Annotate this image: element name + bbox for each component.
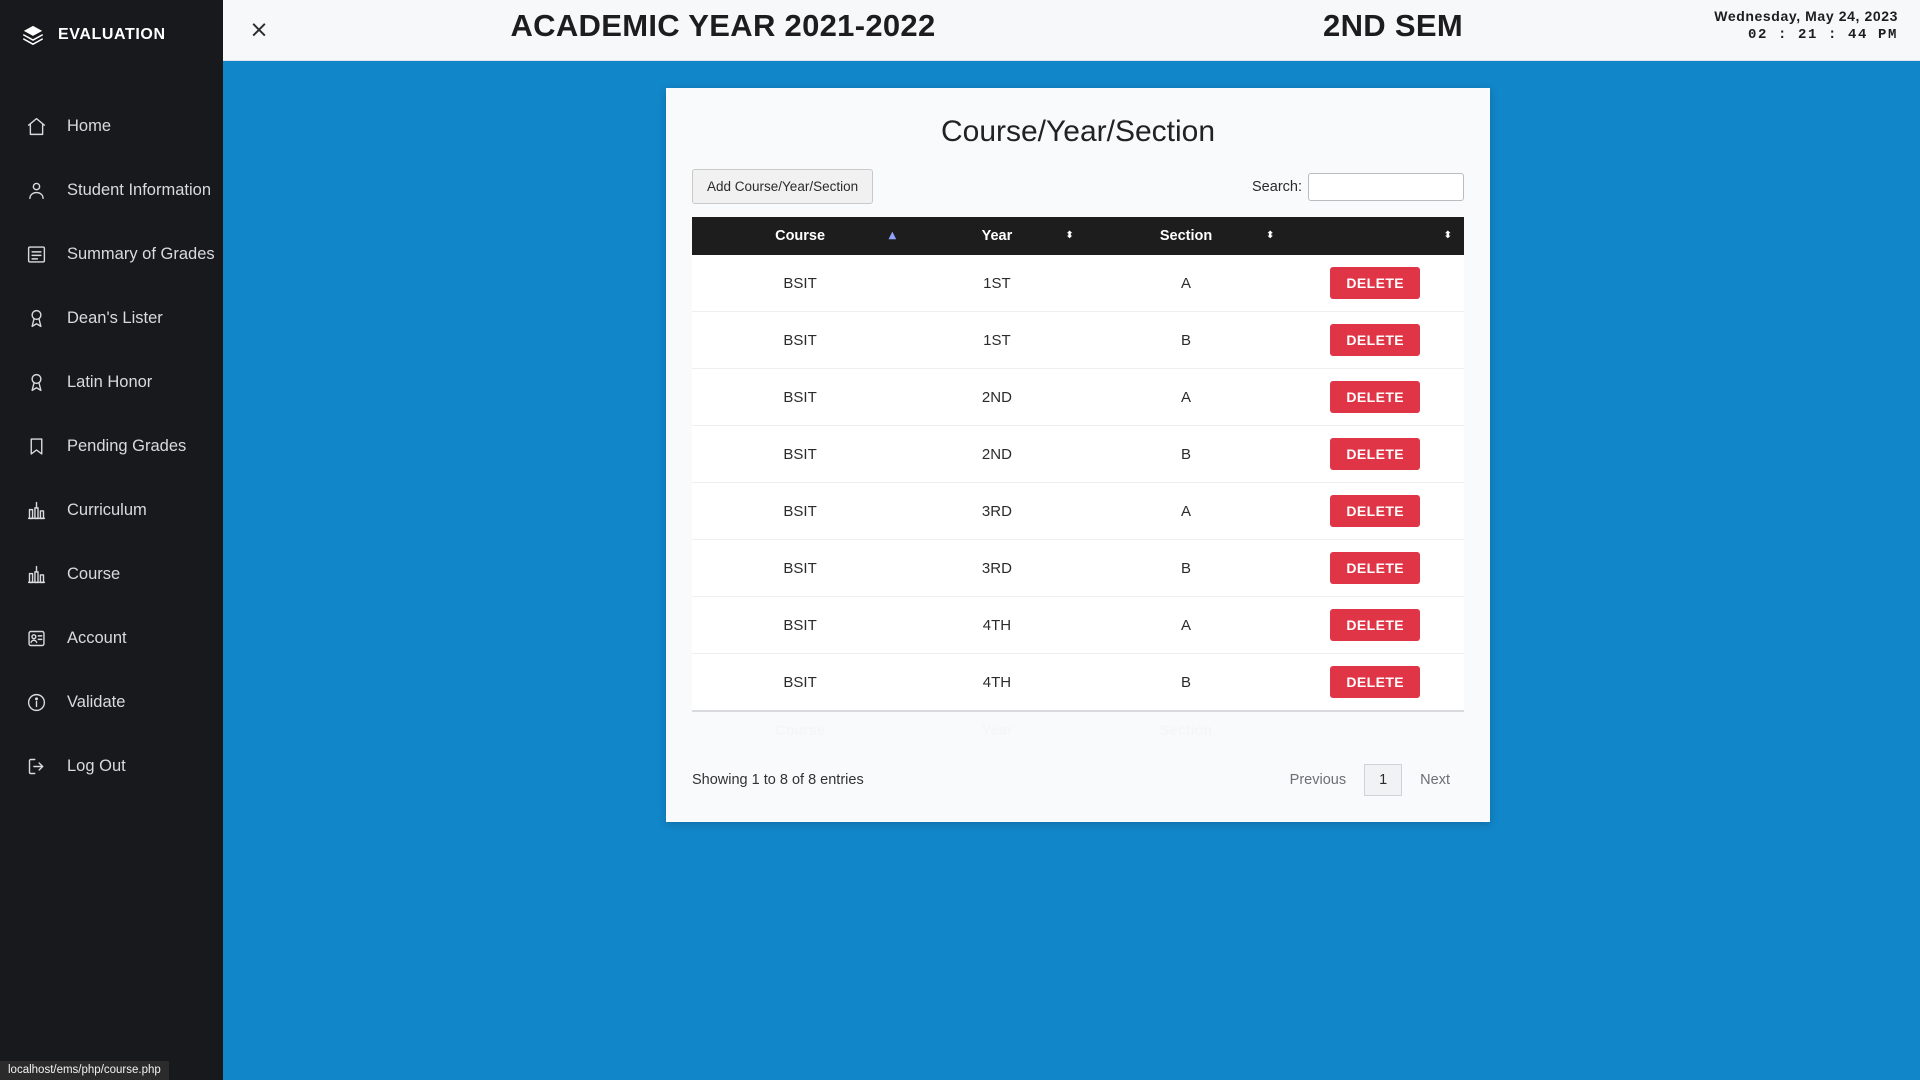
footer-year: Year — [908, 711, 1086, 750]
column-header-year[interactable] — [908, 217, 1086, 255]
pagination-page-1[interactable]: 1 — [1364, 764, 1402, 796]
sidebar-item-label: Log Out — [67, 756, 126, 775]
sort-both-icon: ⬍ — [1266, 230, 1275, 241]
delete-button[interactable]: DELETE — [1330, 267, 1420, 299]
sidebar-item-label: Account — [67, 628, 127, 647]
page-title: Course/Year/Section — [940, 115, 1216, 148]
delete-button[interactable]: DELETE — [1330, 381, 1420, 413]
cell-year: 1ST — [908, 312, 1086, 369]
brand-label: EVALUATION — [58, 26, 166, 43]
course-table — [692, 217, 1464, 750]
table-header-row — [692, 217, 1464, 255]
table-row — [692, 654, 1464, 712]
cell-course: BSIT — [692, 483, 908, 540]
sidebar-item-account[interactable] — [0, 606, 223, 670]
cell-course: BSIT — [692, 426, 908, 483]
cell-year: 3RD — [908, 483, 1086, 540]
footer-action — [1286, 711, 1464, 750]
table-row — [692, 426, 1464, 483]
delete-button[interactable]: DELETE — [1330, 609, 1420, 641]
delete-button[interactable]: DELETE — [1330, 438, 1420, 470]
sidebar-item-summary-of-grades[interactable] — [0, 222, 223, 286]
sidebar-item-student-information[interactable] — [0, 158, 223, 222]
table-footer-row — [692, 711, 1464, 750]
sidebar-nav — [0, 94, 223, 798]
cell-year: 3RD — [908, 540, 1086, 597]
logout-icon — [25, 755, 47, 777]
id-card-icon — [25, 627, 47, 649]
cell-year: 2ND — [908, 426, 1086, 483]
column-header-action[interactable] — [1286, 217, 1464, 255]
table-row — [692, 483, 1464, 540]
delete-button[interactable]: DELETE — [1330, 552, 1420, 584]
table-head — [692, 217, 1464, 255]
sidebar-item-home[interactable] — [0, 94, 223, 158]
institution-icon — [25, 563, 47, 585]
sidebar-item-label: Summary of Grades — [67, 244, 215, 263]
cell-year: 1ST — [908, 255, 1086, 312]
table-row — [692, 597, 1464, 654]
cell-year: 4TH — [908, 597, 1086, 654]
table-row — [692, 312, 1464, 369]
sidebar-item-label: Course — [67, 564, 121, 583]
cell-section: B — [1086, 312, 1287, 369]
cell-course: BSIT — [692, 540, 908, 597]
search-input[interactable] — [1308, 173, 1464, 201]
info-circle-icon — [25, 691, 47, 713]
sidebar-item-label: Latin Honor — [67, 372, 153, 391]
sidebar-item-pending-grades[interactable] — [0, 414, 223, 478]
list-icon — [25, 243, 47, 265]
table-footer-controls — [692, 764, 1464, 796]
footer-section: Section — [1086, 711, 1287, 750]
sidebar — [0, 0, 223, 1080]
cell-course: BSIT — [692, 369, 908, 426]
pagination-previous[interactable]: Previous — [1289, 772, 1347, 788]
search-area — [1252, 173, 1464, 201]
sidebar-item-label: Curriculum — [67, 500, 147, 519]
bookmark-icon — [25, 435, 47, 457]
cell-action — [1286, 426, 1464, 483]
sidebar-item-deans-lister[interactable] — [0, 286, 223, 350]
delete-button[interactable]: DELETE — [1330, 666, 1420, 698]
cell-course: BSIT — [692, 597, 908, 654]
cell-year: 2ND — [908, 369, 1086, 426]
cell-year: 4TH — [908, 654, 1086, 712]
cell-section: A — [1086, 597, 1287, 654]
sidebar-item-course[interactable] — [0, 542, 223, 606]
sidebar-item-label: Pending Grades — [67, 436, 187, 455]
close-icon[interactable]: × — [249, 16, 269, 43]
sidebar-item-validate[interactable] — [0, 670, 223, 734]
add-course-year-section-button[interactable]: Add Course/Year/Section — [692, 169, 873, 204]
column-header-course[interactable] — [692, 217, 908, 255]
user-icon — [25, 179, 47, 201]
home-icon — [25, 115, 47, 137]
sort-asc-icon: ▲ — [888, 230, 897, 241]
sidebar-item-label: Student Information — [67, 180, 212, 199]
table-controls — [692, 169, 1464, 204]
column-header-label: Section — [1159, 228, 1213, 244]
column-header-section[interactable] — [1086, 217, 1287, 255]
entries-info: Showing 1 to 8 of 8 entries — [692, 772, 864, 788]
current-date: Wednesday, May 24, 2023 — [1714, 8, 1898, 24]
cell-action — [1286, 369, 1464, 426]
academic-year-title: ACADEMIC YEAR 2021-2022 — [510, 8, 936, 43]
sidebar-item-label: Dean's Lister — [67, 308, 163, 327]
cell-course: BSIT — [692, 255, 908, 312]
cell-section: B — [1086, 654, 1287, 712]
delete-button[interactable]: DELETE — [1330, 495, 1420, 527]
layers-icon — [22, 24, 44, 46]
column-header-label: Course — [775, 228, 826, 244]
cell-course: BSIT — [692, 312, 908, 369]
topbar — [223, 0, 1920, 61]
cell-section: B — [1086, 426, 1287, 483]
course-year-section-card — [666, 88, 1490, 822]
column-header-label: Year — [981, 228, 1013, 244]
sidebar-item-log-out[interactable] — [0, 734, 223, 798]
medal-icon — [25, 307, 47, 329]
cell-section: A — [1086, 483, 1287, 540]
cell-course: BSIT — [692, 654, 908, 712]
cell-action — [1286, 312, 1464, 369]
sidebar-item-label: Home — [67, 116, 112, 135]
cell-section: B — [1086, 540, 1287, 597]
pagination — [1276, 764, 1464, 796]
table-body — [692, 255, 1464, 711]
institution-icon — [25, 499, 47, 521]
table-row — [692, 369, 1464, 426]
delete-button[interactable]: DELETE — [1330, 324, 1420, 356]
cell-action — [1286, 597, 1464, 654]
cell-action — [1286, 540, 1464, 597]
footer-course: Course — [692, 711, 908, 750]
sidebar-item-latin-honor[interactable] — [0, 350, 223, 414]
cell-action — [1286, 255, 1464, 312]
sort-both-icon: ⬍ — [1065, 230, 1074, 241]
award-icon — [25, 371, 47, 393]
cell-action — [1286, 483, 1464, 540]
sidebar-item-curriculum[interactable] — [0, 478, 223, 542]
pagination-next[interactable]: Next — [1420, 772, 1450, 788]
cell-section: A — [1086, 369, 1287, 426]
table-row — [692, 540, 1464, 597]
sidebar-item-label: Validate — [67, 692, 126, 711]
search-label: Search: — [1252, 178, 1302, 195]
cell-action — [1286, 654, 1464, 712]
table-row — [692, 255, 1464, 312]
table-foot — [692, 711, 1464, 750]
status-bar-url: localhost/ems/php/course.php — [0, 1061, 169, 1080]
datetime-display — [1714, 8, 1898, 43]
semester-title: 2ND SEM — [1323, 8, 1463, 43]
sort-both-icon: ⬍ — [1443, 230, 1452, 241]
sidebar-brand — [0, 0, 223, 70]
current-time: 02 : 21 : 44 PM — [1747, 27, 1898, 43]
cell-section: A — [1086, 255, 1287, 312]
